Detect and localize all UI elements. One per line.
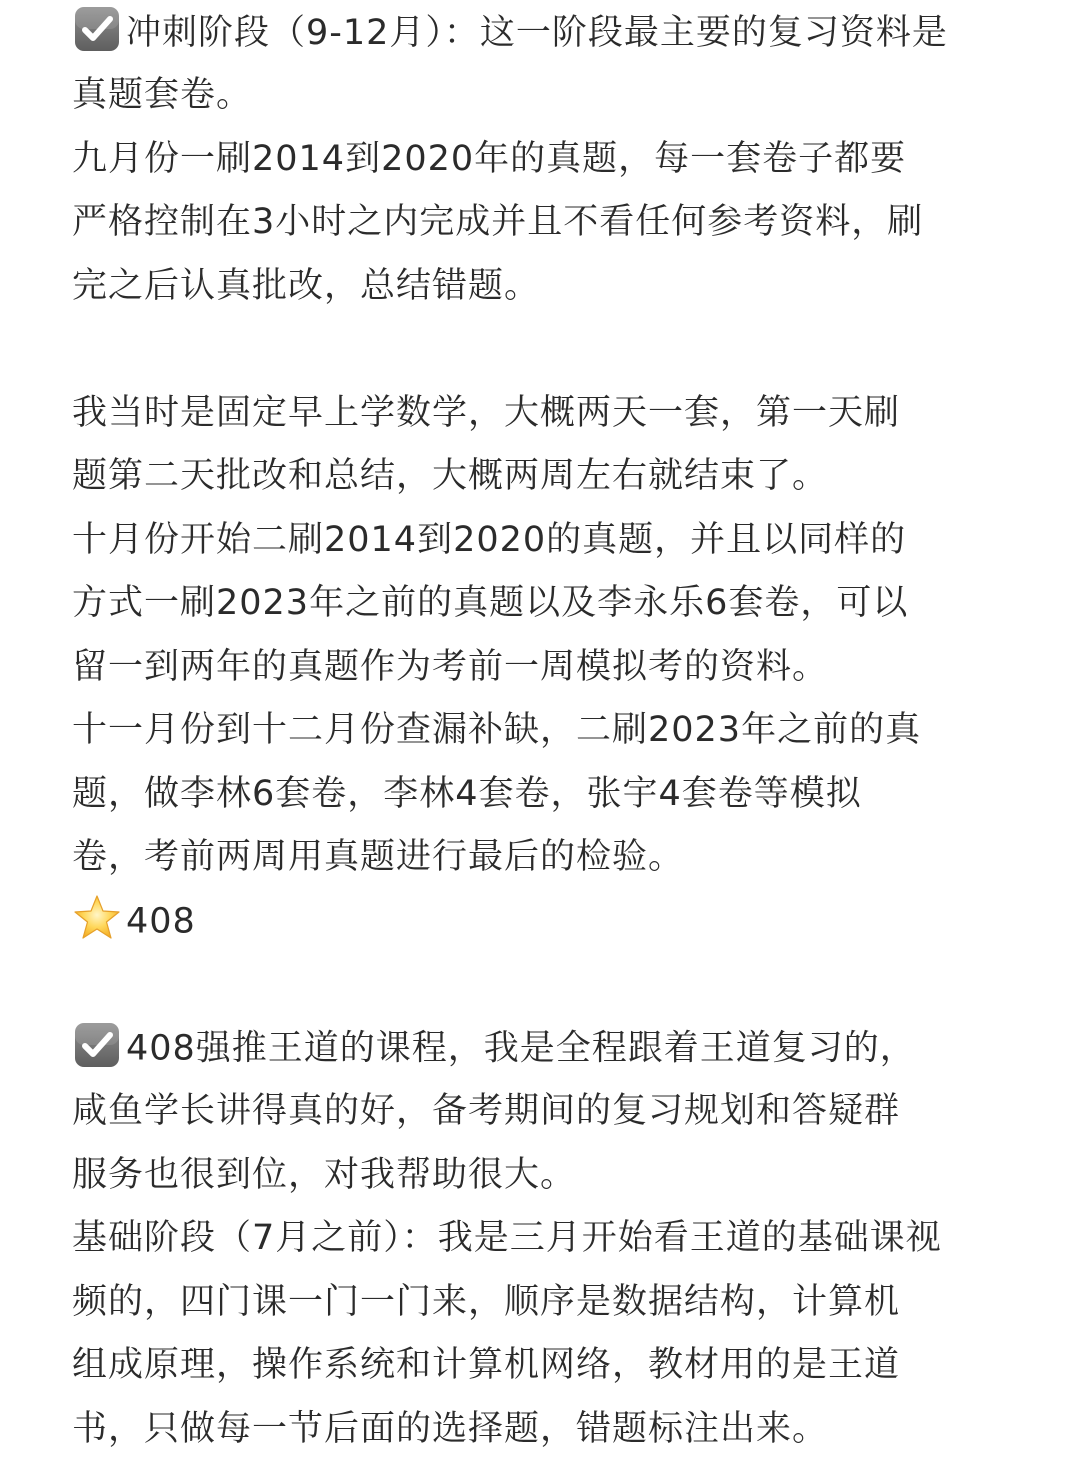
text-line-1	[72, 0, 1012, 64]
text-line-5: 完之后认真批改，总结错题。	[72, 255, 1012, 319]
text-line-7: 我当时是固定早上学数学，大概两天一套，第一天刷	[72, 382, 1012, 446]
text-line-9: 十月份开始二刷2014到2020的真题，并且以同样的	[72, 509, 1012, 573]
text-line-21: 频的，四门课一门一门来，顺序是数据结构，计算机	[72, 1271, 1012, 1335]
text-line-17	[72, 1017, 1012, 1081]
text-line-20: 基础阶段（7月之前）：我是三月开始看王道的基础课视	[72, 1207, 1012, 1271]
paragraph-gap	[72, 953, 1012, 1017]
text-line-15	[72, 890, 1012, 954]
text-line-13: 题，做李林6套卷，李林4套卷，张宇4套卷等模拟	[72, 763, 1012, 827]
text-line-18: 咸鱼学长讲得真的好，备考期间的复习规划和答疑群	[72, 1080, 1012, 1144]
text-line-14: 卷，考前两周用真题进行最后的检验。	[72, 826, 1012, 890]
text-line-15-text: 408	[126, 901, 196, 941]
text-line-4: 严格控制在3小时之内完成并且不看任何参考资料，刷	[72, 191, 1012, 255]
star-icon	[72, 893, 122, 943]
paragraph-gap	[72, 318, 1012, 382]
text-line-17-text: 408强推王道的课程，我是全程跟着王道复习的，	[126, 1028, 916, 1068]
text-line-8: 题第二天批改和总结，大概两周左右就结束了。	[72, 445, 1012, 509]
text-line-3: 九月份一刷2014到2020年的真题，每一套卷子都要	[72, 128, 1012, 192]
text-line-2: 真题套卷。	[72, 64, 1012, 128]
text-line-1-text: 冲刺阶段（9-12月）：这一阶段最主要的复习资料是	[126, 13, 948, 53]
text-line-11: 留一到两年的真题作为考前一周模拟考的资料。	[72, 636, 1012, 700]
text-line-23: 书，只做每一节后面的选择题，错题标注出来。	[72, 1398, 1012, 1461]
article-body	[72, 0, 1012, 1461]
text-line-19: 服务也很到位，对我帮助很大。	[72, 1144, 1012, 1208]
text-line-22: 组成原理，操作系统和计算机网络，教材用的是王道	[72, 1334, 1012, 1398]
text-line-10: 方式一刷2023年之前的真题以及李永乐6套卷，可以	[72, 572, 1012, 636]
check-box-icon	[72, 4, 122, 54]
check-box-icon	[72, 1020, 122, 1070]
text-line-12: 十一月份到十二月份查漏补缺，二刷2023年之前的真	[72, 699, 1012, 763]
